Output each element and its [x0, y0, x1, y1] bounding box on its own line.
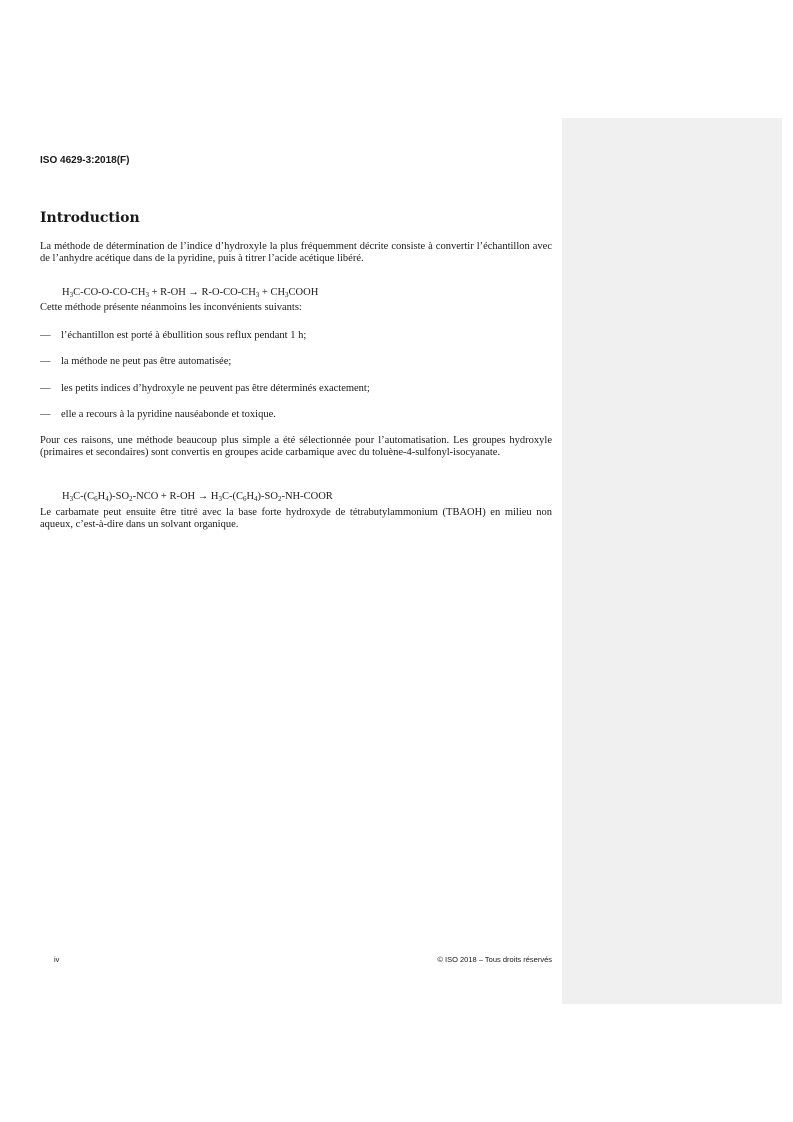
list-item-text: les petits indices d’hydroxyle ne peuvent pas être déterminés exactement;: [61, 383, 370, 394]
page-number: iv: [54, 955, 60, 964]
list-dash: —: [40, 356, 51, 367]
list-dash: —: [40, 330, 51, 341]
document-id: ISO 4629-3:2018(F): [40, 155, 130, 166]
list-item-text: la méthode ne peut pas être automatisée;: [61, 356, 232, 367]
formula-acetylation: $H_3C-CO-O-CO-CH_3 + R-OH \to R-O-CO-CH_3$ + $CH_3COOH$: [62, 287, 319, 299]
reasons-paragraph: Pour ces raisons, une méthode beaucoup plus simple a été sélectionnée pour l’automatisation. Les groupes hydroxyle (primaires et secondaires) sont convertis en groupes acide carbamique avec du toluène-4-sulfonyl-isocyanate.: [40, 435, 552, 458]
list-item-text: elle a recours à la pyridine nauséabonde et toxique.: [61, 409, 276, 420]
formula-carbamate: $H_3C-(C_6H_4)-SO_2$-NCO + $R-OH \to H_3C-(C_6H_4)-SO_2-NH$-COOR: [62, 491, 333, 503]
section-heading: Introduction: [40, 210, 140, 226]
intro-paragraph: La méthode de détermination de l’indice d’hydroxyle la plus fréquemment décrite consiste à convertir l’échantillon avec de l’anhydre acétique dans de la pyridine, puis à titrer l’acide acétique libéré.: [40, 241, 552, 264]
copyright-notice: © ISO 2018 – Tous droits réservés: [437, 955, 552, 964]
comment-margin-pane: [562, 118, 782, 1004]
drawbacks-intro: Cette méthode présente néanmoins les inconvénients suivants:: [40, 302, 302, 313]
list-dash: —: [40, 409, 51, 420]
final-paragraph: Le carbamate peut ensuite être titré avec la base forte hydroxyde de tétrabutylammonium (TBAOH) en milieu non aqueux, c’est-à-dire dans un solvant organique.: [40, 507, 552, 530]
list-dash: —: [40, 383, 51, 394]
list-item-text: l’échantillon est porté à ébullition sous reflux pendant 1 h;: [61, 330, 307, 341]
